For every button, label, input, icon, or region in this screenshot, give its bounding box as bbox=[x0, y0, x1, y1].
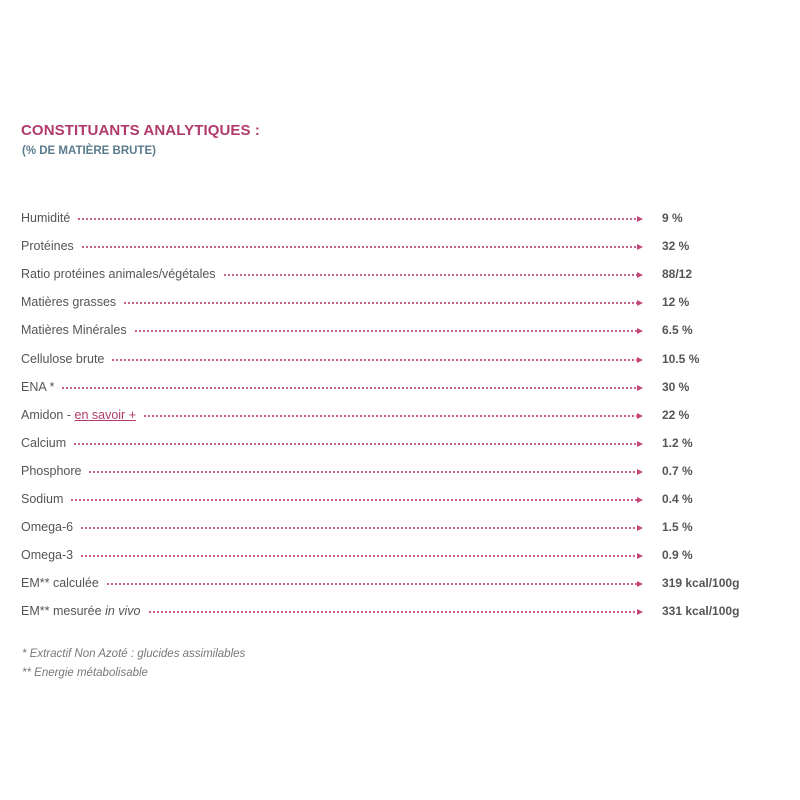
arrow-right-icon bbox=[637, 581, 643, 587]
row-humidite bbox=[21, 204, 761, 232]
row-matieres-grasses bbox=[21, 288, 761, 316]
row-proteines bbox=[21, 232, 761, 260]
row-value: 88/12 bbox=[662, 267, 693, 282]
row-value: 0.4 % bbox=[662, 491, 693, 506]
row-sodium bbox=[21, 485, 761, 513]
footnotes bbox=[22, 645, 245, 683]
arrow-right-icon bbox=[637, 328, 643, 334]
row-value: 319 kcal/100g bbox=[662, 576, 740, 591]
row-label bbox=[21, 604, 148, 618]
row-label: Cellulose brute bbox=[21, 351, 105, 366]
row-value: 12 % bbox=[662, 295, 690, 310]
arrow-right-icon bbox=[637, 497, 643, 503]
row-phosphore bbox=[21, 457, 761, 485]
arrow-right-icon bbox=[637, 553, 643, 559]
arrow-right-icon bbox=[637, 413, 643, 419]
row-value: 0.7 % bbox=[662, 463, 693, 478]
row-label: Matières Minérales bbox=[21, 323, 127, 338]
leader-dots bbox=[80, 555, 637, 557]
row-label bbox=[21, 408, 143, 422]
row-label: ENA * bbox=[21, 379, 55, 394]
footnote-em: ** Energie métabolisable bbox=[22, 667, 148, 679]
arrow-right-icon bbox=[637, 272, 643, 278]
row-value: 32 % bbox=[662, 239, 690, 254]
row-label: Omega-3 bbox=[21, 548, 74, 563]
leader-dots bbox=[223, 274, 637, 276]
leader-dots bbox=[80, 527, 637, 529]
arrow-right-icon bbox=[637, 609, 643, 615]
row-em-calculee bbox=[21, 569, 761, 597]
row-em-mesuree bbox=[21, 597, 761, 625]
row-amidon bbox=[21, 401, 761, 429]
leader-dots bbox=[88, 471, 637, 473]
row-label: Humidité bbox=[21, 211, 71, 226]
row-ratio bbox=[21, 260, 761, 288]
arrow-right-icon bbox=[637, 244, 643, 250]
row-value: 22 % bbox=[662, 407, 690, 422]
row-label: Protéines bbox=[21, 239, 74, 254]
section-subtitle: (% DE MATIÈRE BRUTE) bbox=[22, 145, 156, 157]
row-value: 331 kcal/100g bbox=[662, 604, 740, 619]
arrow-right-icon bbox=[637, 300, 643, 306]
leader-dots bbox=[61, 387, 637, 389]
arrow-right-icon bbox=[637, 441, 643, 447]
arrow-right-icon bbox=[637, 357, 643, 363]
learn-more-link[interactable]: en savoir + bbox=[74, 407, 136, 422]
row-label: Ratio protéines animales/végétales bbox=[21, 267, 216, 282]
arrow-right-icon bbox=[637, 216, 643, 222]
row-matieres-minerales bbox=[21, 316, 761, 344]
section-title: CONSTITUANTS ANALYTIQUES : bbox=[21, 122, 260, 139]
row-cellulose bbox=[21, 344, 761, 372]
leader-dots bbox=[143, 415, 637, 417]
footnote-ena: * Extractif Non Azoté : glucides assimilables bbox=[22, 648, 246, 660]
leader-dots bbox=[81, 246, 637, 248]
row-ena bbox=[21, 373, 761, 401]
arrow-right-icon bbox=[637, 469, 643, 475]
arrow-right-icon bbox=[637, 385, 643, 391]
row-value: 10.5 % bbox=[662, 351, 700, 366]
arrow-right-icon bbox=[637, 525, 643, 531]
leader-dots bbox=[123, 302, 637, 304]
leader-dots bbox=[134, 330, 637, 332]
leader-dots bbox=[111, 359, 637, 361]
row-label: Omega-6 bbox=[21, 520, 74, 535]
analytics-list bbox=[21, 204, 761, 625]
leader-dots bbox=[73, 443, 637, 445]
row-label: Calcium bbox=[21, 435, 67, 450]
row-label-text: Amidon - bbox=[21, 407, 75, 422]
row-value: 30 % bbox=[662, 379, 690, 394]
row-omega-3 bbox=[21, 541, 761, 569]
row-label-italic: in vivo bbox=[105, 604, 141, 619]
row-value: 1.2 % bbox=[662, 435, 693, 450]
leader-dots bbox=[70, 499, 637, 501]
row-value: 9 % bbox=[662, 211, 683, 226]
row-value: 1.5 % bbox=[662, 520, 693, 535]
row-label: EM** calculée bbox=[21, 576, 99, 591]
leader-dots bbox=[148, 611, 637, 613]
row-value: 0.9 % bbox=[662, 548, 693, 563]
leader-dots bbox=[106, 583, 637, 585]
row-label-text: EM** mesurée bbox=[21, 604, 106, 619]
row-label: Phosphore bbox=[21, 463, 82, 478]
row-value: 6.5 % bbox=[662, 323, 693, 338]
row-calcium bbox=[21, 429, 761, 457]
row-label: Sodium bbox=[21, 491, 64, 506]
leader-dots bbox=[77, 218, 637, 220]
row-label: Matières grasses bbox=[21, 295, 117, 310]
row-omega-6 bbox=[21, 513, 761, 541]
